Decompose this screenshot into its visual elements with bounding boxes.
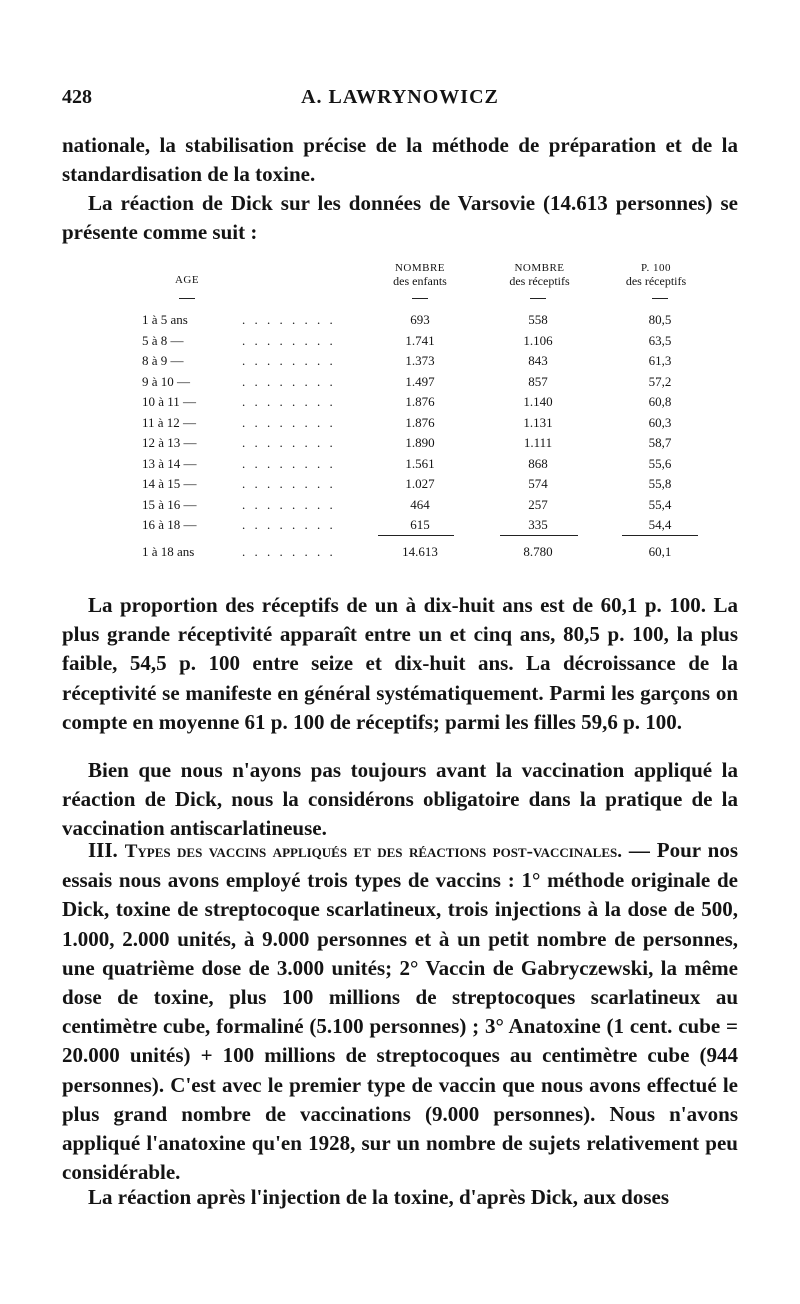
pct-cell: 55,6 (648, 455, 672, 471)
pct-cell: 61,3 (648, 353, 672, 368)
age-cell: 15 à 16 — (142, 496, 197, 512)
enfants-cell: 1.027 (405, 476, 435, 491)
dot-leader: . . . . . . . . (242, 455, 336, 471)
pct-cell: 55,8 (648, 476, 672, 491)
receptifs-cell: 257 (528, 496, 548, 512)
dot-leader: . . . . . . . . (242, 544, 336, 559)
pct-cell: 60,8 (648, 394, 672, 409)
enfants-cell: 464 (410, 496, 430, 512)
dot-leader: . . . . . . . . (242, 476, 336, 491)
column-header-pct (600, 262, 712, 288)
table-row (130, 517, 710, 537)
total-age: 1 à 18 ans (142, 544, 195, 559)
dot-leader: . . . . . . . . (242, 353, 336, 368)
column-header-receptifs-top: NOMBRE (514, 262, 565, 274)
paragraph-proportion: La proportion des réceptifs de un à dix-huit ans est de 60,1 p. 100. La plus grande réceptivité apparaît entre un et cinq ans, 80,5 p. 100, la plus faible, 54,5 p. 100 entre seize et dix-huit ans. La décroissance de la réceptivité se manifeste en général systématiquement. Parmi les garçons on compte en moyenne 61 p. 100 de réceptifs; parmi les filles 59,6 p. 100. (62, 593, 738, 734)
header-divider (179, 298, 195, 299)
dot-leader: . . . . . . . . (242, 517, 336, 532)
header-divider (652, 298, 668, 299)
dot-leader: . . . . . . . . (242, 332, 336, 348)
column-header-enfants (365, 262, 475, 288)
age-cell: 11 à 12 — (142, 414, 197, 430)
enfants-cell: 1.373 (405, 353, 435, 368)
enfants-cell: 1.741 (405, 332, 435, 348)
total-rule (378, 535, 454, 536)
receptifs-cell: 574 (528, 476, 548, 491)
age-cell: 16 à 18 — (142, 517, 197, 532)
table-row (130, 333, 710, 353)
age-cell: 8 à 9 — (142, 353, 184, 368)
total-pct: 60,1 (648, 544, 672, 559)
dot-leader: . . . . . . . . (242, 394, 336, 409)
age-cell: 1 à 5 ans (142, 312, 188, 327)
table-row (130, 415, 710, 435)
age-cell: 12 à 13 — (142, 435, 197, 450)
paragraph-vaccination: Bien que nous n'ayons pas toujours avant la vaccination appliqué la réaction de Dick, nous la considérons obligatoire dans la pratique de la vaccination antiscarlatineuse. (62, 758, 738, 841)
table-row (130, 456, 710, 476)
paragraph-intro-table: La réaction de Dick sur les données de Varsovie (14.613 personnes) se présente comme suit : (62, 191, 738, 245)
enfants-cell: 1.890 (405, 435, 435, 450)
enfants-cell: 1.561 (405, 455, 435, 471)
pct-cell: 63,5 (648, 332, 672, 348)
dot-leader: . . . . . . . . (242, 496, 336, 512)
table-total-row (130, 544, 710, 564)
enfants-cell: 1.876 (405, 394, 435, 409)
age-cell: 13 à 14 — (142, 455, 197, 471)
pct-cell: 80,5 (648, 312, 672, 327)
receptifs-cell: 1.111 (523, 435, 553, 450)
total-enfants: 14.613 (402, 544, 438, 559)
column-header-pct-top: P. 100 (641, 262, 671, 274)
column-header-receptifs-sub: des réceptifs (509, 274, 570, 288)
paragraph-reaction: La réaction après l'injection de la toxine, d'après Dick, aux doses (88, 1185, 669, 1209)
header-divider (412, 298, 428, 299)
age-cell: 5 à 8 — (142, 332, 184, 348)
receptifs-cell: 868 (528, 455, 548, 471)
receptifs-cell: 335 (528, 517, 548, 532)
table-row (130, 353, 710, 373)
table-row (130, 435, 710, 455)
enfants-cell: 615 (410, 517, 430, 532)
total-rule (500, 535, 578, 536)
pct-cell: 60,3 (648, 414, 672, 430)
dick-reaction-table (130, 262, 710, 572)
age-cell: 9 à 10 — (142, 373, 191, 389)
enfants-cell: 1.876 (405, 414, 435, 430)
receptifs-cell: 843 (528, 353, 548, 368)
pct-cell: 55,4 (648, 496, 672, 512)
receptifs-cell: 558 (528, 312, 548, 327)
running-title: A. LAWRYNOWICZ (301, 86, 499, 108)
pct-cell: 57,2 (648, 373, 672, 389)
paragraph-continuation: nationale, la stabilisation précise de la méthode de préparation et de la standardisation de la toxine. (62, 133, 738, 187)
header-divider (530, 298, 546, 299)
page-header (62, 86, 738, 116)
receptifs-cell: 1.131 (523, 414, 553, 430)
section-heading: Types des vaccins appliqués et des réactions post-vaccinales. (124, 841, 622, 862)
table-row (130, 497, 710, 517)
page-number: 428 (62, 86, 92, 108)
table-row (130, 312, 710, 332)
section-iii-paragraph (62, 836, 738, 1187)
total-receptifs: 8.780 (523, 544, 553, 559)
dot-leader: . . . . . . . . (242, 435, 336, 450)
dot-leader: . . . . . . . . (242, 312, 336, 327)
table-row (130, 476, 710, 496)
dot-leader: . . . . . . . . (242, 373, 336, 389)
column-header-receptifs (482, 262, 597, 288)
pct-cell: 58,7 (648, 435, 672, 450)
age-cell: 10 à 11 — (142, 394, 197, 409)
receptifs-cell: 1.106 (523, 332, 553, 348)
table-row (130, 374, 710, 394)
receptifs-cell: 1.140 (523, 394, 553, 409)
table-row (130, 394, 710, 414)
enfants-cell: 1.497 (405, 373, 435, 389)
column-header-enfants-top: NOMBRE (394, 262, 446, 274)
column-header-pct-sub: des réceptifs (625, 274, 687, 288)
dot-leader: . . . . . . . . (242, 414, 336, 430)
column-header-age: AGE (174, 274, 200, 286)
section-iii-body: — Pour nos essais nous avons employé trois types de vaccins : 1° méthode originale de Dick, toxine de streptocoque scarlatineux, trois injections à la dose de 500, 1.000, 2.000 unités, à 9.000 personnes et à un petit nombre de personnes, une quatrième dose de 3.000 unités; 2° Vaccin de Gabryczewski, la même dose de toxine, plus 100 millions de streptocoques scarlatineux au centimètre cube, formaliné (5.100 personnes) ; 3° Anatoxine (1 cent. cube = 20.000 unités) + 100 millions de streptocoques au centimètre cube (944 personnes). C'est avec le premier type de vaccin que nous avons effectué le plus grand nombre de vaccinations (9.000 personnes). Nous n'avons appliqué l'anatoxine qu'en 1928, sur un nombre de sujets relativement peu considérable. (62, 838, 739, 1185)
pct-cell: 54,4 (648, 517, 672, 532)
receptifs-cell: 857 (528, 373, 548, 389)
section-number: III. (88, 838, 118, 862)
column-header-enfants-sub: des enfants (393, 274, 447, 288)
total-rule (622, 535, 698, 536)
enfants-cell: 693 (410, 312, 430, 327)
age-cell: 14 à 15 — (142, 476, 197, 491)
